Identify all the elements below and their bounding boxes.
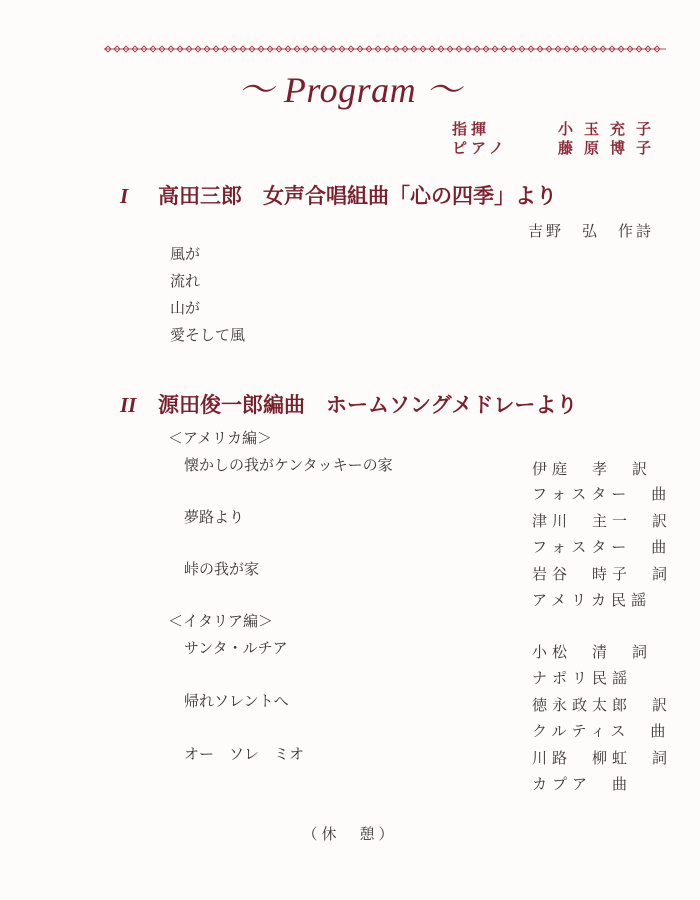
song-credit: 伊庭 孝 訳 (532, 460, 653, 478)
song-title: 流れ (170, 272, 201, 290)
song-credit: カプア 曲 (532, 775, 633, 793)
credit-name: 小玉充子 (557, 120, 662, 138)
song-title: 懐かしの我がケンタッキーの家 (184, 456, 393, 474)
section-title: 高田三郎 女声合唱組曲「心の四季」より (158, 183, 557, 208)
decorative-border (104, 44, 666, 54)
song-title: 帰れソレントへ (184, 692, 289, 710)
section-1-heading (120, 180, 557, 210)
section-numeral: II (120, 393, 137, 417)
song-title: 夢路より (184, 508, 245, 526)
song-title: 山が (170, 299, 201, 317)
song-credit: 徳永政太郎 訳 (532, 696, 673, 714)
song-credit: フォスター 曲 (532, 538, 672, 556)
song-credit: 川路 柳虹 詞 (532, 749, 673, 767)
section-numeral: I (120, 184, 129, 208)
credit-role: ピアノ (452, 139, 508, 157)
song-credit: クルティス 曲 (532, 722, 671, 740)
page-title: ～ Program ～ (237, 70, 463, 110)
intermission-label: （休 憩） (302, 825, 398, 843)
section-title: 源田俊一郎編曲 ホームソングメドレーより (158, 392, 578, 417)
song-credit: アメリカ民謡 (532, 591, 651, 609)
section-2-heading (120, 389, 577, 419)
song-title: 風が (170, 245, 201, 263)
lyricist-credit: 吉野 弘 作詩 (527, 222, 654, 240)
group-label: ＜イタリア編＞ (168, 612, 274, 630)
song-credit: 岩谷 時子 詞 (532, 565, 673, 583)
song-credit: フォスター 曲 (532, 485, 672, 503)
song-title: 愛そして風 (170, 326, 246, 344)
credit-conductor (452, 120, 662, 139)
credit-name: 藤原博子 (557, 139, 662, 157)
song-credit: ナポリ民謡 (532, 669, 633, 687)
group-label: ＜アメリカ編＞ (168, 429, 272, 447)
song-credit: 津川 主一 訳 (532, 512, 673, 530)
credit-pianist (452, 139, 662, 158)
credit-role: 指揮 (452, 120, 491, 138)
credits-block (452, 120, 662, 158)
song-title: サンタ・ルチア (184, 639, 288, 657)
song-title: オー ソレ ミオ (184, 745, 305, 763)
song-credit: 小松 清 詞 (532, 643, 653, 661)
song-title: 峠の我が家 (184, 560, 260, 578)
